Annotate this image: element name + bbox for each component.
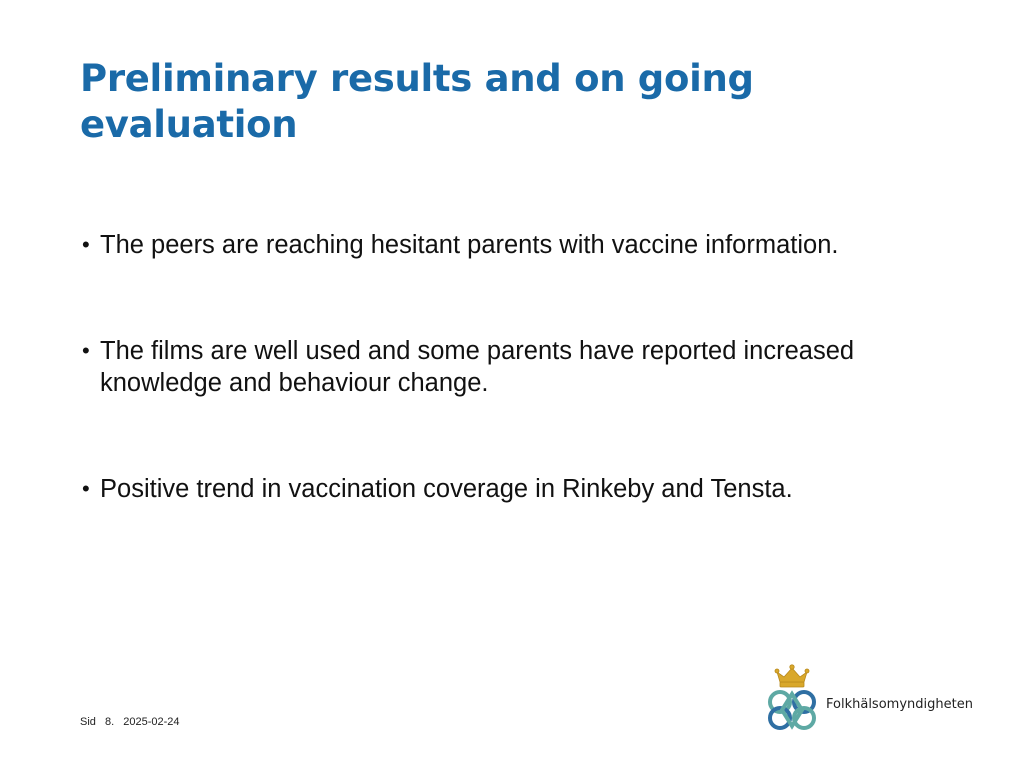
bullet-item [82,335,962,399]
footer-page-number: 8. [104,716,115,728]
bullet-text: The peers are reaching hesitant parents with vaccine information. [100,231,839,259]
bullet-marker: • [82,476,90,501]
bullet-text: The films are well used and some parents have reported increased knowledge and behaviour change. [100,337,855,397]
footer-label: Sid [80,716,96,728]
bullet-item [82,473,962,505]
crowned-hearts-logo-icon [760,664,824,730]
bullet-text: Positive trend in vaccination coverage in Rinkeby and Tensta. [100,475,793,503]
footer-date: 2025-02-24 [123,716,180,728]
logo-wordmark: Folkhälsomyndigheten [826,697,973,712]
slide-title: Preliminary results and on going evaluation [80,57,754,146]
slide-footer [80,716,186,728]
bullet-item [82,229,962,261]
bullet-marker: • [82,232,90,257]
bullet-marker: • [82,338,90,363]
organization-logo [760,664,973,730]
